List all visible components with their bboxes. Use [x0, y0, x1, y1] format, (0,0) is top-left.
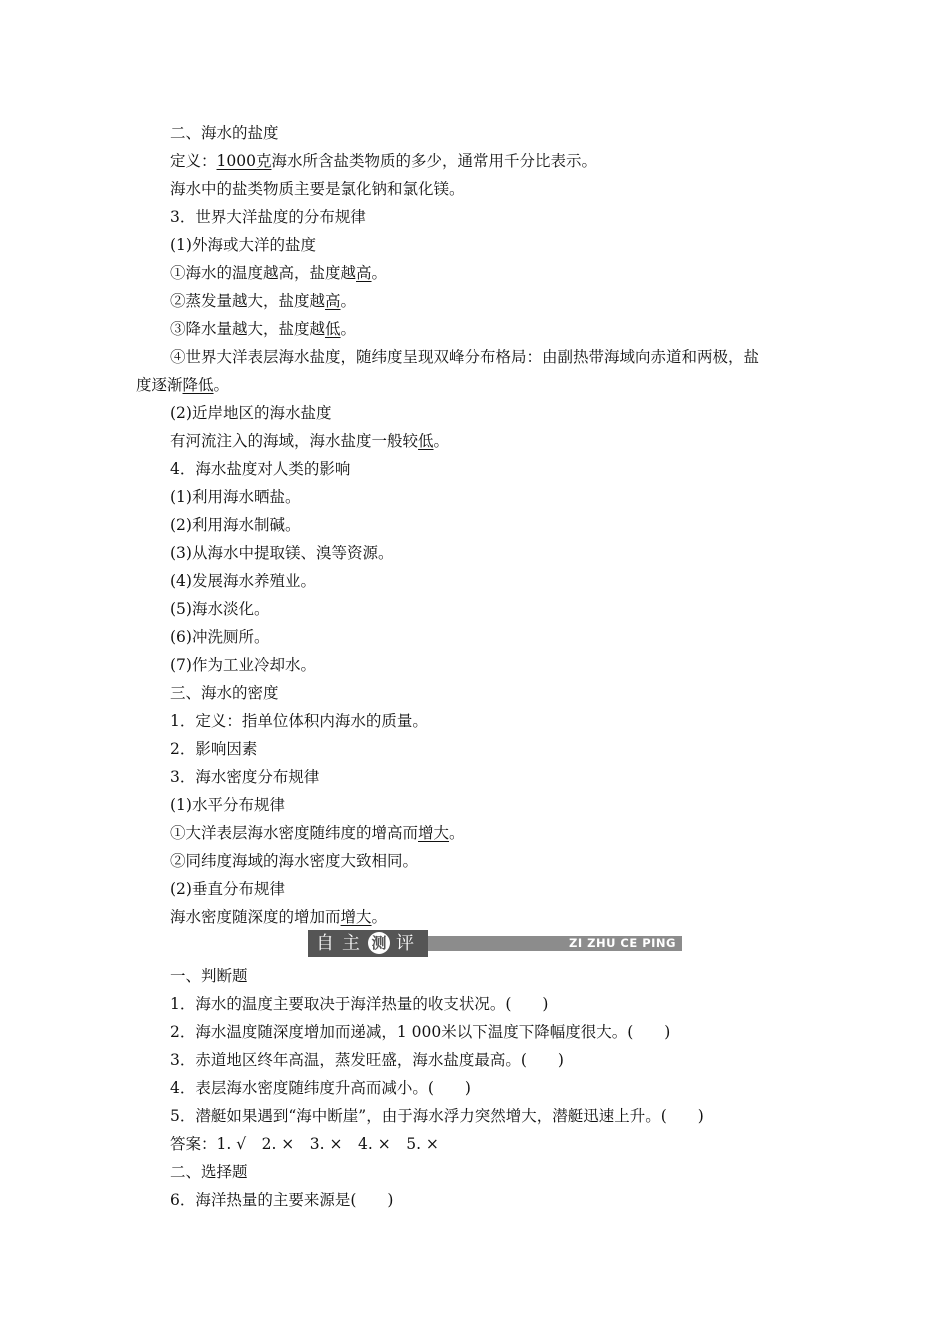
- banner-char: 评: [396, 933, 414, 954]
- rule-answer: 高: [356, 264, 372, 282]
- banner-char: 主: [342, 933, 360, 954]
- salinity-definition: [170, 151, 597, 171]
- horizontal-rule-1: [170, 823, 465, 843]
- rule-punct: 。: [340, 320, 357, 338]
- rule-punct: 。: [433, 432, 450, 450]
- horizontal-rule-2: ②同纬度海域的海水密度大致相同。: [170, 852, 419, 870]
- impact-item: (3)从海水中提取镁、溴等资源。: [170, 544, 394, 562]
- horizontal-distribution-title: (1)水平分布规律: [170, 796, 285, 814]
- density-factors: 2．影响因素: [170, 740, 258, 758]
- rule-punct: 。: [371, 908, 388, 926]
- rule-text: ①大洋表层海水密度随纬度的增高而: [170, 824, 419, 842]
- choice-heading: 二、选择题: [170, 1163, 248, 1181]
- rule-text: ①海水的温度越高，盐度越: [170, 264, 357, 282]
- salinity-distribution-title: 3．世界大洋盐度的分布规律: [170, 208, 366, 226]
- definition-key-term: 1000克: [216, 152, 272, 170]
- judge-question: 1．海水的温度主要取决于海洋热量的收支状况。( ): [170, 995, 549, 1013]
- rule-answer: 降低: [182, 376, 214, 394]
- judge-question: 3．赤道地区终年高温，蒸发旺盛，海水盐度最高。( ): [170, 1051, 564, 1069]
- rule-answer: 增大: [340, 908, 372, 926]
- judge-question: 4．表层海水密度随纬度升高而减小。( ): [170, 1079, 471, 1097]
- definition-text: 海水所含盐类物质的多少，通常用千分比表示。: [271, 152, 597, 170]
- impact-item: (4)发展海水养殖业。: [170, 572, 316, 590]
- section-heading-density: 三、海水的密度: [170, 684, 279, 702]
- rule-answer: 低: [325, 320, 341, 338]
- judge-heading: 一、判断题: [170, 967, 248, 985]
- impact-item: (5)海水淡化。: [170, 600, 270, 618]
- coastal-salinity-text: [170, 431, 449, 451]
- banner-circle-char: 测: [368, 932, 390, 954]
- density-definition: 1．定义：指单位体积内海水的质量。: [170, 712, 428, 730]
- rule-punct: 。: [449, 824, 465, 842]
- judge-question: 5．潜艇如果遇到“海中断崖”，由于海水浮力突然增大，潜艇迅速上升。( ): [170, 1107, 704, 1125]
- rule-text: ③降水量越大，盐度越: [170, 320, 326, 338]
- rule-temperature: [170, 263, 387, 283]
- open-ocean-salinity-title: (1)外海或大洋的盐度: [170, 236, 316, 254]
- rule-answer: 增大: [418, 824, 450, 842]
- vertical-distribution-title: (2)垂直分布规律: [170, 880, 285, 898]
- rule-text: 有河流注入的海域，海水盐度一般较: [170, 432, 419, 450]
- rule-punct: 。: [340, 292, 357, 310]
- rule-latitude-line1: ④世界大洋表层海水盐度，随纬度呈现双峰分布格局：由副热带海域向赤道和两极，盐: [170, 348, 760, 366]
- density-distribution-title: 3．海水密度分布规律: [170, 768, 320, 786]
- rule-text: 海水密度随深度的增加而: [170, 908, 341, 926]
- rule-punct: 。: [213, 376, 230, 394]
- banner-char: 自: [316, 933, 334, 954]
- impact-item: (6)冲洗厕所。: [170, 628, 270, 646]
- vertical-rule: [170, 907, 387, 927]
- self-test-banner: [308, 930, 682, 957]
- section-heading-salinity: 二、海水的盐度: [170, 124, 279, 142]
- impact-item: (2)利用海水制碱。: [170, 516, 301, 534]
- main-salts-text: 海水中的盐类物质主要是氯化钠和氯化镁。: [170, 180, 465, 198]
- salinity-impact-title: 4．海水盐度对人类的影响: [170, 460, 351, 478]
- rule-text: ②蒸发量越大，盐度越: [170, 292, 326, 310]
- definition-prefix: 定义：: [170, 152, 217, 170]
- choice-question: 6．海洋热量的主要来源是( ): [170, 1191, 394, 1209]
- impact-item: (7)作为工业冷却水。: [170, 656, 316, 674]
- judge-answers: 答案：1. √ 2. × 3. × 4. × 5. ×: [170, 1135, 439, 1153]
- rule-answer: 高: [325, 292, 341, 310]
- rule-latitude-line2: [136, 375, 229, 395]
- coastal-salinity-title: (2)近岸地区的海水盐度: [170, 404, 332, 422]
- rule-punct: 。: [371, 264, 388, 282]
- rule-text: 度逐渐: [136, 376, 183, 394]
- impact-item: (1)利用海水晒盐。: [170, 488, 301, 506]
- rule-answer: 低: [418, 432, 434, 450]
- judge-question: 2．海水温度随深度增加而递减，1 000米以下温度下降幅度很大。( ): [170, 1023, 671, 1041]
- rule-evaporation: [170, 291, 356, 311]
- banner-subtitle: ZI ZHU CE PING: [569, 936, 676, 950]
- rule-precipitation: [170, 319, 356, 339]
